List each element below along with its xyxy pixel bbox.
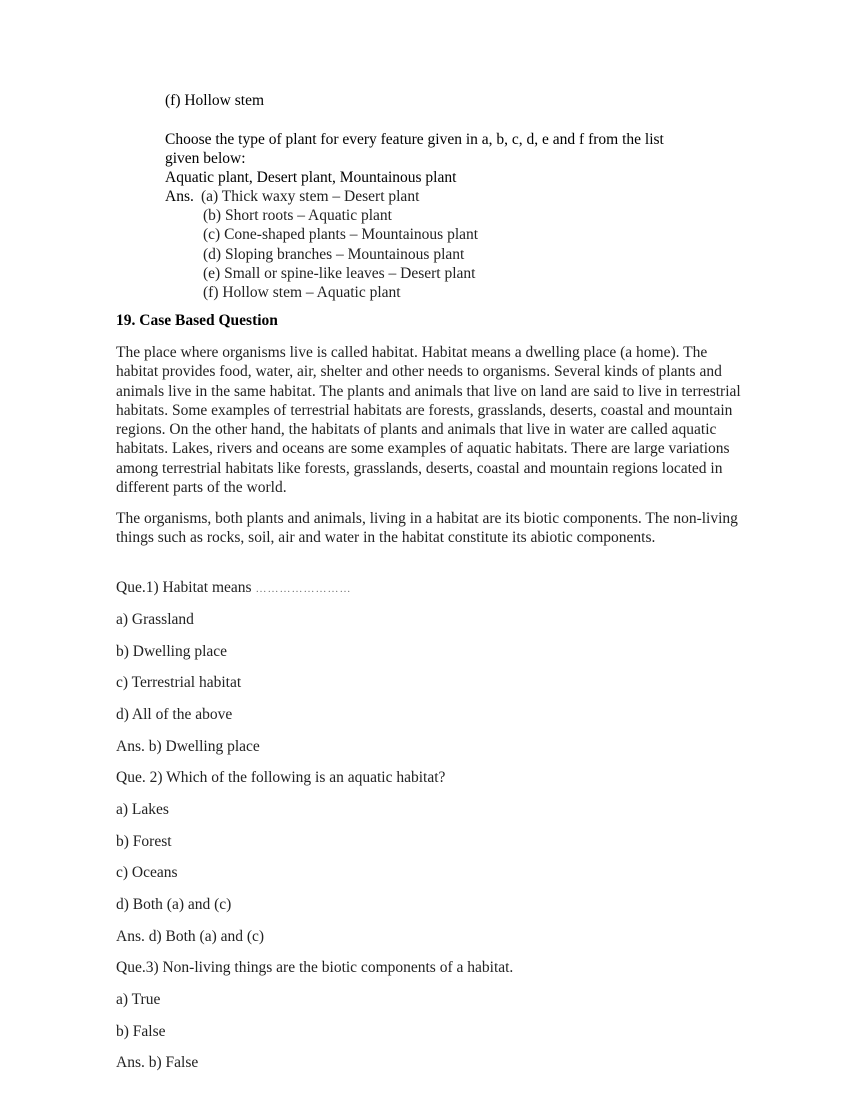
q1-option: a) Grassland — [116, 611, 194, 628]
q2-option: d) Both (a) and (c) — [116, 896, 232, 913]
answer-line: (c) Cone-shaped plants – Mountainous plant — [203, 226, 479, 243]
q1-option: b) Dwelling place — [116, 643, 228, 660]
q2-option: c) Oceans — [116, 864, 178, 881]
q2-option: a) Lakes — [116, 801, 169, 818]
q3-option: b) False — [116, 1023, 166, 1040]
case-paragraph-2: The organisms, both plants and animals, living in a habitat are its biotic components. The non-living things such as rocks, soil, air and water in the habitat constitute its abiotic components. — [116, 510, 738, 547]
q1-option: d) All of the above — [116, 706, 233, 723]
question-19-heading: 19. Case Based Question — [116, 312, 278, 329]
q1-blank: …………………… — [255, 583, 352, 595]
answer-label: Ans. — [165, 188, 194, 205]
item-f-hollow-stem: (f) Hollow stem — [165, 92, 265, 109]
case-paragraph-1: The place where organisms live is called habitat. Habitat means a dwelling place (a home). The habitat provides food, water, air, shelter and other needs to organisms. Several kinds of plants and animals live in the same habitat. The plants and animals that live on land are said to live in terrestrial habitats. Some examples of terrestrial habitats are forests, grasslands, deserts, coastal and mountain regions. On the other hand, the habitats of plants and animals that live in water are called aquatic habitats. Lakes, rivers and oceans are some examples of aquatic habitats. There are large variations among terrestrial habitats like forests, grasslands, deserts, coastal and mountain regions located in different parts of the world. — [116, 344, 741, 497]
q1-option: c) Terrestrial habitat — [116, 674, 242, 691]
plant-options: Aquatic plant, Desert plant, Mountainous plant — [165, 169, 457, 186]
q2-question: Que. 2) Which of the following is an aquatic habitat? — [116, 769, 446, 786]
answer-line: (f) Hollow stem – Aquatic plant — [203, 284, 401, 301]
q1-question-text: Que.1) Habitat means — [116, 579, 252, 596]
instruction-line-1: Choose the type of plant for every feature given in a, b, c, d, e and f from the list — [165, 131, 664, 148]
q2-option: b) Forest — [116, 833, 172, 850]
q3-answer: Ans. b) False — [116, 1054, 199, 1071]
q1-question — [116, 578, 351, 599]
instruction-line-2: given below: — [165, 150, 246, 167]
q3-option: a) True — [116, 991, 161, 1008]
q3-question: Que.3) Non-living things are the biotic components of a habitat. — [116, 959, 514, 976]
q1-answer: Ans. b) Dwelling place — [116, 738, 260, 755]
q2-answer: Ans. d) Both (a) and (c) — [116, 928, 265, 945]
answer-line: (e) Small or spine-like leaves – Desert plant — [203, 265, 476, 282]
answer-line: (d) Sloping branches – Mountainous plant — [203, 246, 465, 263]
answer-line: (a) Thick waxy stem – Desert plant — [201, 188, 420, 205]
answer-line: (b) Short roots – Aquatic plant — [203, 207, 392, 224]
